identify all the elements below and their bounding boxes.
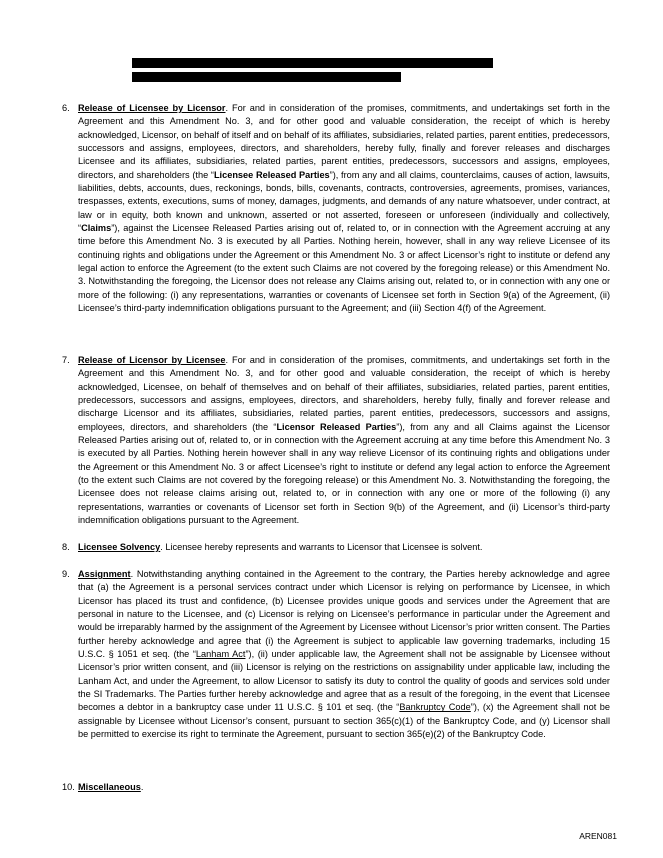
section-number: 7. — [62, 355, 70, 365]
footer-document-id: AREN081 — [579, 831, 617, 841]
section-6 — [62, 102, 610, 316]
section-heading: Miscellaneous — [78, 782, 141, 792]
section-7 — [62, 354, 610, 527]
defined-term: Licensee Released Parties — [213, 169, 330, 180]
section-7-paragraph — [62, 354, 610, 527]
section-6-paragraph — [62, 102, 610, 316]
section-text: . Licensee hereby represents and warrants to Licensor that Licensee is solvent. — [160, 542, 483, 552]
section-9-paragraph — [62, 568, 610, 741]
section-heading: Release of Licensee by Licensor — [78, 103, 226, 113]
section-heading: Licensee Solvency — [78, 542, 161, 552]
section-number: 6. — [62, 103, 70, 113]
section-8-paragraph — [62, 541, 610, 554]
redaction-bar-2 — [132, 72, 401, 82]
defined-term: Licensor Released Parties — [276, 421, 397, 432]
section-number: 8. — [62, 542, 70, 552]
section-text: ”), (ii) under applicable law, the Agreement shall not be assignable by Licensee without Licensor’s prior written consent, and (iii) Licensor is relying on the restrictions on assignability under applicable law, including the Lanham Act, and under the Agreement, to allow Licensor to satisfy its duty to control the quality of goods and services sold under the SI Trademarks. The Parties further hereby acknowledge and agree that as a result of the foregoing, in the event that Licensee becomes a debtor in a bankruptcy case under 11 U.S.C. § 101 et seq. (the “ — [78, 649, 611, 713]
section-8 — [62, 541, 610, 554]
section-text: ”), from any and all claims, counterclaims, causes of action, lawsuits, liabilities, debts, accounts, dues, reckonings, bonds, bills, covenants, contracts, controversies, agreements, promises, variances, trespasses, extents, executions, sums of money, damages, judgments, and demands of any nature whatsoever, under contract, at law or in equity, both known and unknown, asserted or not asserted, foreseen or unforeseen (individually and collectively, “ — [78, 169, 610, 234]
defined-term: Bankruptcy Code — [399, 702, 471, 713]
defined-term: Lanham Act — [195, 649, 246, 660]
section-text: . For and in consideration of the promises, commitments, and undertakings set forth in the Agreement and this Amendment No. 3, and for other good and valuable consideration, the receipt of which is hereby acknowledged, Licensor, on behalf of itself and on behalf of its affiliates, subsidiaries, related parties, parent entities, predecessors, successors and assigns, employees, directors, and shareholders, hereby fully, finally and forever releases and discharges Licensee and its affiliates, subsidiaries, related parties, parent entities, predecessors, successors and assigns, employees, directors, and shareholders (the “ — [78, 103, 610, 180]
section-9 — [62, 568, 610, 741]
section-text: . For and in consideration of the promises, commitments, and undertakings set forth in the Agreement and this Amendment No. 3, and for other good and valuable consideration, the receipt of which is hereby acknowledged, Licensee, on behalf of themselves and on behalf of their affiliates, subsidiaries, related parties, parent entities, predecessors, successors and assigns, employees, directors, and shareholders, hereby fully, finally and forever release and discharge Licensor and its affiliates, subsidiaries, related parties, parent entities, predecessors, successors and assigns, employees, directors, and shareholders (the “ — [78, 355, 610, 432]
section-10-paragraph — [62, 781, 610, 794]
section-number: 9. — [62, 569, 70, 579]
section-number: 10. — [62, 782, 75, 792]
section-heading: Release of Licensor by Licensee — [78, 355, 226, 365]
section-text: ”), from any and all Claims against the Licensor Released Parties arising out of, related to, or in connection with the Agreement accruing at any time before this Amendment No. 3 is executed by all Parties. Nothing herein however shall in any way relieve Licensor of its continuing rights and obligations under the Agreement or this Amendment No. 3 or affect Licensee’s right to institute or defend any legal action to enforce the Agreement (to the extent such Claims are not covered by the foregoing release) or this Amendment No. 3. Notwithstanding the foregoing, the Licensee does not release claims arising out, related to, or in connection with any one or more of the following (i) any representations, warranties or covenants of Licensor set forth in Section 9(b) of the Agreement, and (ii) Licensor’s third-party indemnification obligations pursuant to the Agreement. — [78, 421, 610, 526]
section-text: . — [140, 782, 144, 792]
section-text: . Notwithstanding anything contained in the Agreement to the contrary, the Parties hereby acknowledge and agree that (a) the Agreement is a personal services contract under which Licensor is relying on performance by Licensee, in which Licensor has placed its trust and confidence, (b) Licensee provides unique goods and services under the Agreement that are personal in nature to the Licensee, and (c) Licensor is relying on Licensee’s performance in particular under the Agreement and would be irreparably harmed by the assignment of the Agreement by Licensee without Licensor’s prior written consent. The Parties further hereby acknowledge and agree that (i) the Agreement is subject to applicable law governing trademarks, including 15 U.S.C. § 1051 et seq. (the “ — [78, 569, 610, 660]
defined-term: Claims — [81, 223, 112, 234]
section-heading: Assignment — [78, 569, 131, 579]
redaction-bar-1 — [132, 58, 493, 68]
section-text: ”), (x) the Agreement shall not be assignable by Licensee without Licensor’s consent, pursuant to section 365(c)(1) of the Bankruptcy Code, and (y) Licensor shall be permitted to exercise its right to terminate the Agreement, pursuant to section 365(e)(2) of the Bankruptcy Code. — [78, 702, 610, 740]
section-10 — [62, 781, 610, 794]
section-text: ”), against the Licensee Released Parties arising out of, related to, or in connection with the Agreement accruing at any time before this Amendment No. 3 is executed by all Parties. Nothing herein, however, shall in any way relieve Licensee of its continuing rights and obligations under the Agreement or this Amendment No. 3 or affect Licensor’s right to institute or defend any legal action to enforce the Agreement (to the extent such Claims are not covered by the foregoing release) or this Amendment No. 3. Notwithstanding the foregoing, the Licensor does not release any Claims arising out, related to, or in connection with any one or more of the following: (i) any representations, warranties or covenants of Licensee set forth in Section 9(a) of the Agreement, (ii) Licensee’s third-party indemnification obligations pursuant to the Agreement; and (iii) Section 4(f) of the Agreement. — [78, 223, 610, 314]
